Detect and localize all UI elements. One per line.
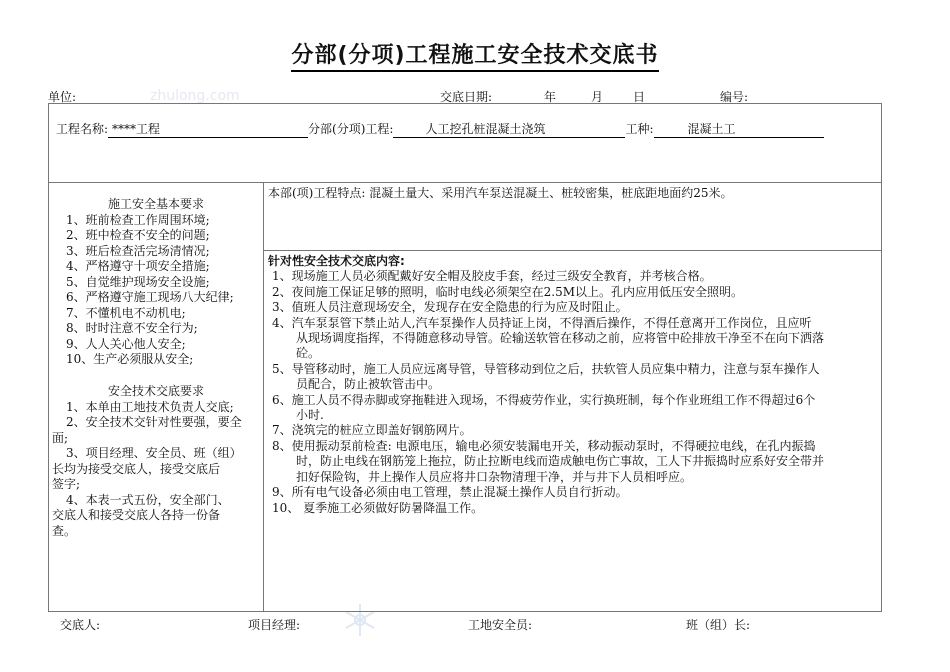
content-line: 7、浇筑完的桩应立即盖好钢筋网片。: [272, 423, 472, 438]
list-item: 2、安全技术交针对性要强，要全: [66, 415, 242, 429]
list-item: 3、项目经理、安全员、班（组）: [66, 446, 242, 460]
date-label: 交底日期:: [440, 90, 493, 104]
content-line: 4、汽车泵泵管下禁止站人,汽车泵操作人员持证上岗，不得酒后操作，不得任意离开工作岗位，且应听: [272, 315, 812, 330]
content-line: 1、现场施工人员必须配戴好安全帽及胶皮手套，经过三级安全教育，并考核合格。: [272, 269, 712, 284]
project-name-label: 工程名称:: [56, 122, 109, 136]
list-item: 4、严格遵守十项安全措施;: [66, 259, 210, 273]
project-row: [56, 120, 824, 138]
content-line: 时，防止电线在钢筋笼上拖拉，防止拉断电线而造成触电伤亡事故，工人下井振捣时应系好安全带并: [296, 454, 825, 469]
list-item: 7、不懂机电不动机电;: [66, 305, 186, 320]
list-item: 1、本单由工地技术负责人交底;: [66, 399, 234, 414]
title-text: 分部(分项)工程施工安全技术交底书: [291, 43, 658, 72]
basic-requirements-heading: 施工安全基本要求: [107, 197, 204, 211]
project-name-value: ****工程: [108, 120, 308, 138]
list-item: 10、生产必须服从安全;: [66, 352, 194, 366]
divider: [48, 182, 882, 183]
list-item: 4、本表一式五份，安全部门、: [66, 492, 230, 507]
content-line: 小时.: [296, 408, 324, 423]
basic-requirements: [52, 197, 260, 368]
list-item: 1、班前检查工作周围环境;: [66, 212, 210, 227]
content-line: 扣好保险钩，井上操作人员应将井口杂物清理干净，并与井下人员相呼应。: [296, 469, 693, 484]
month-label: 月: [591, 90, 604, 104]
content-line: 9、所有电气设备必须由电工管理，禁止混凝土操作人员自行折动。: [272, 485, 628, 500]
content-line: 8、使用振动泵前检查: 电源电压，输电必须安装漏电开关，移动振动泵时，不得硬拉电线，在孔内振捣: [272, 438, 816, 453]
safety-content-heading: 针对性安全技术交底内容:: [268, 254, 405, 268]
list-item: 5、自觉维护现场安全设施;: [66, 274, 210, 289]
list-item: 面;: [52, 430, 69, 445]
divider: [263, 182, 264, 612]
sub-project-value: 人工挖孔桩混凝土浇筑: [393, 120, 625, 138]
content-line: 从现场调度指挥，不得随意移动导管。砼输送软管在移动之前，应将管中砼排放干净至不在向下洒落: [296, 331, 825, 346]
presenter-label: 交底人:: [60, 618, 101, 632]
sub-project-label: 分部(分项)工程:: [308, 122, 394, 136]
day-label: 日: [633, 90, 646, 104]
divider: [263, 250, 882, 251]
content-line: 砼。: [296, 346, 321, 361]
list-item: 查。: [52, 523, 77, 538]
trade-label: 工种:: [625, 122, 654, 136]
unit-label: 单位:: [48, 90, 77, 104]
document-title: [0, 38, 950, 69]
content-line: 5、导管移动时，施工人员应远离导管，导管移动到位之后，扶软管人员应集中精力，注意与泵车操作人: [272, 361, 820, 376]
list-item: 6、严格遵守施工现场八大纪律;: [66, 290, 234, 304]
meta-row: [48, 88, 878, 104]
list-item: 长均为接受交底人，接受交底后: [52, 461, 221, 476]
content-line: 10、 夏季施工必须做好防暑降温工作。: [272, 500, 484, 515]
number-label: 编号:: [720, 90, 749, 104]
project-manager-label: 项目经理:: [248, 618, 301, 632]
list-item: 3、班后检查活完场清情况;: [66, 243, 210, 258]
watermark: zhulong.com: [150, 88, 240, 104]
content-line: 2、夜间施工保证足够的照明，临时电线必须架空在2.5M以上。孔内应用低压安全照明。: [272, 284, 744, 299]
content-line: 员配合，防止被软管击中。: [296, 377, 441, 392]
disclosure-requirements-heading: 安全技术交底要求: [107, 384, 204, 398]
list-item: 8、时时注意不安全行为;: [66, 321, 198, 335]
safety-officer-label: 工地安全员:: [468, 618, 533, 632]
list-item: 交底人和接受交底人各持一份备: [52, 508, 221, 522]
team-leader-label: 班（组）长:: [686, 618, 751, 632]
list-item: 2、班中检查不安全的问题;: [66, 228, 210, 242]
content-line: 3、值班人员注意现场安全，发现存在安全隐患的行为应及时阻止。: [272, 300, 628, 315]
project-features: 本部(项)工程特点: 混凝土量大、采用汽车泵送混凝土、桩较密集，桩底距地面约25米。: [268, 186, 733, 200]
list-item: 9、人人关心他人安全;: [66, 336, 186, 351]
year-label: 年: [544, 90, 557, 104]
trade-value: 混凝土工: [654, 120, 824, 138]
safety-content: [268, 254, 878, 516]
safety-content-list: [268, 269, 878, 516]
list-item: 签字;: [52, 477, 81, 491]
content-line: 6、施工人员不得赤脚或穿拖鞋进入现场，不得疲劳作业，实行换班制，每个作业班组工作不得超过6个: [272, 392, 816, 407]
disclosure-requirements: [52, 384, 260, 539]
